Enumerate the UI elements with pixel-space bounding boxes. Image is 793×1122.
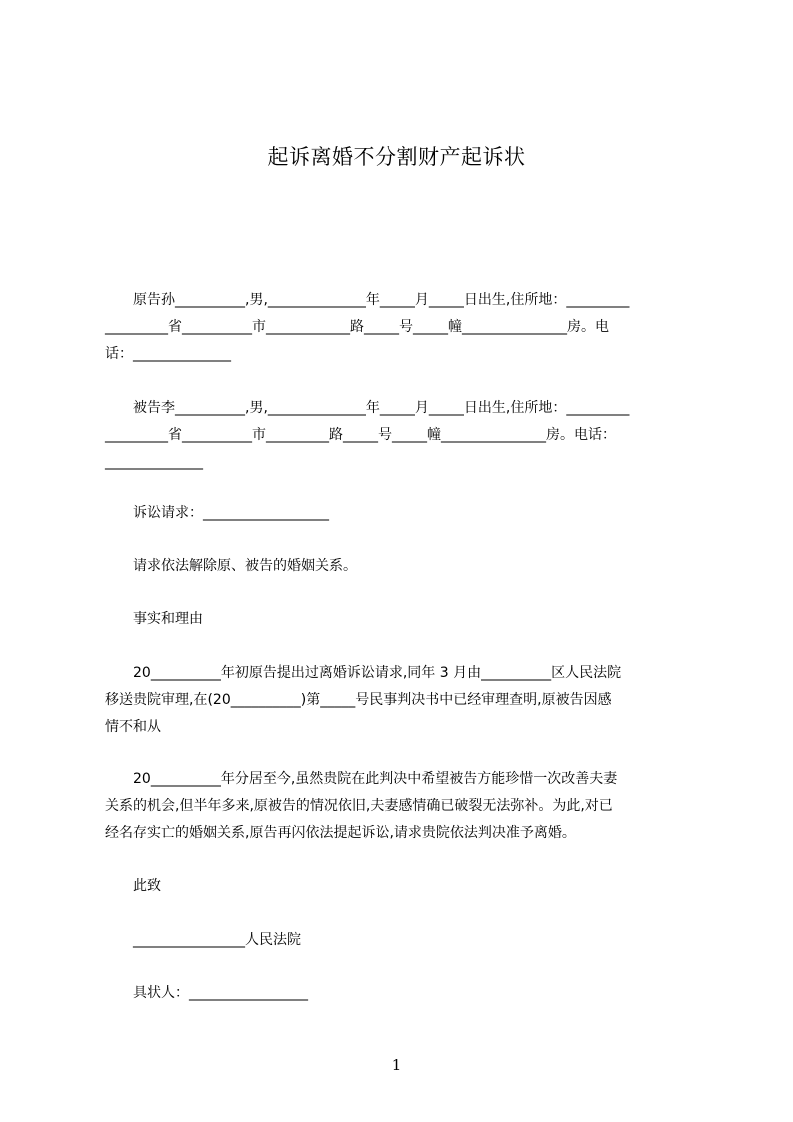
defendant-paragraph: [105, 395, 701, 476]
page-number: 1: [391, 1056, 402, 1074]
defendant-line-1: 被告李__________,男,______________年_____月_____日出生,住所地：_________: [105, 400, 630, 416]
plaintiff-line-3: 话：______________: [105, 346, 231, 362]
signature-text: 具状人：_________________: [105, 985, 308, 1001]
plaintiff-line-1: 原告孙__________,男,______________年_____月_____日出生,住所地：_________: [105, 292, 630, 308]
facts-paragraph-1-line-3: 情不和从: [105, 719, 161, 735]
defendant-line-2: _________省__________市_________路_____号_____幢_______________房。电话：: [105, 427, 616, 443]
claim-text-line: 请求依法解除原、被告的婚姻关系。: [105, 558, 357, 574]
closing-text: 此致: [105, 878, 161, 894]
court-line: [105, 927, 701, 954]
facts-heading-text: 事实和理由: [105, 611, 203, 627]
plaintiff-line-2: _________省__________市____________路_____号_____幢_______________房。电: [105, 319, 609, 335]
facts-heading: [105, 606, 701, 633]
closing: [105, 873, 701, 900]
facts-paragraph-2-line-2: 关系的机会,但半年多来,原被告的情况依旧,夫妻感情确已破裂无法弥补。为此,对已: [105, 798, 613, 814]
defendant-line-3: ______________: [105, 454, 203, 470]
claim-heading: [105, 500, 701, 527]
facts-paragraph-1-line-1: 20__________年初原告提出过离婚诉讼请求,同年 3 月由__________区人民法院: [105, 665, 622, 681]
facts-paragraph-2-line-1: 20__________年分居至今,虽然贵院在此判决中希望被告方能珍惜一次改善夫妻: [105, 771, 618, 787]
court-text: ________________人民法院: [105, 932, 301, 948]
facts-paragraph-2: [105, 766, 701, 847]
claim-heading-text: 诉讼请求：__________________: [105, 505, 329, 521]
signature-line: [105, 980, 701, 1007]
facts-paragraph-1-line-2: 移送贵院审理,在(20__________)第_____号民事判决书中已经审理查明,原被告因感: [105, 692, 612, 708]
claim-text: [105, 553, 701, 580]
plaintiff-paragraph: [105, 287, 701, 368]
facts-paragraph-1: [105, 660, 701, 741]
document-title: 起诉离婚不分割财产起诉状: [267, 145, 526, 169]
facts-paragraph-2-line-3: 经名存实亡的婚姻关系,原告再闪依法提起诉讼,请求贵院依法判决准予离婚。: [105, 825, 576, 841]
